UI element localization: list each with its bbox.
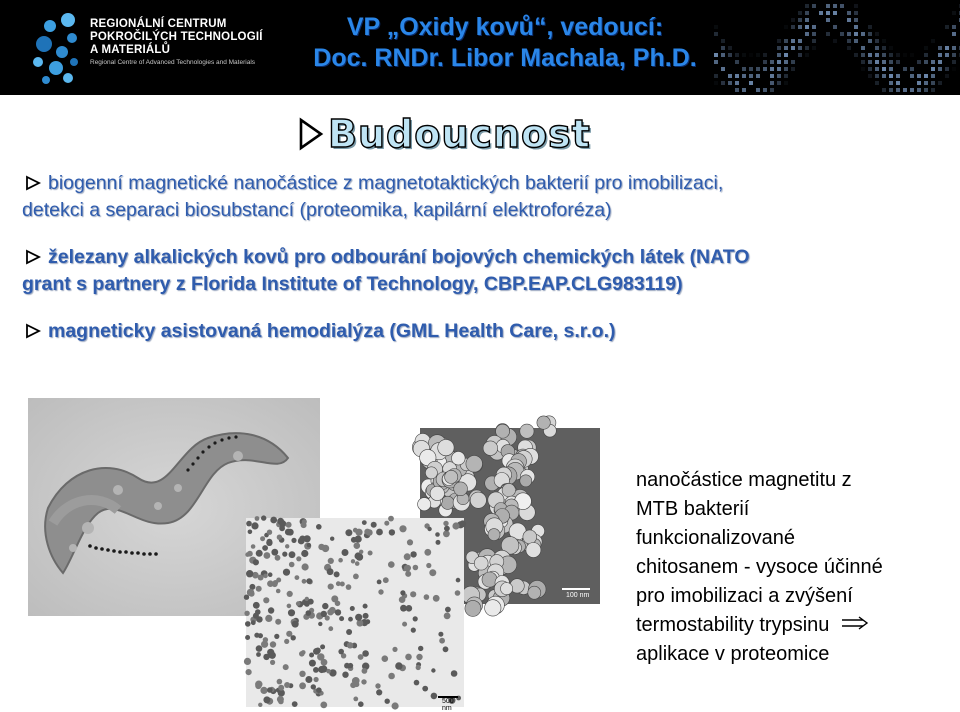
bullet-text-line: železany alkalických kovů pro odbourání bojových chemických látek (NATO bbox=[48, 246, 750, 268]
logo-line-3: A MATERIÁLŮ bbox=[90, 44, 171, 56]
bullet-text-line: grant s partnery z Florida Institute of Technology, CBP.EAP.CLG983119) bbox=[22, 273, 683, 295]
scale-bar bbox=[562, 588, 590, 590]
tem-scale-label: 500 nm bbox=[442, 698, 454, 712]
section-title: Budoucnost bbox=[328, 112, 591, 156]
image-caption bbox=[636, 466, 956, 669]
caption-line: aplikace v proteomice bbox=[636, 643, 830, 665]
header-title bbox=[295, 12, 715, 74]
arrowhead-bullet-icon bbox=[298, 114, 324, 154]
bullet-item bbox=[22, 318, 952, 345]
header-title-line-1: VP „Oxidy kovů“, vedoucí: bbox=[346, 13, 664, 41]
caption-line-text: termostability trypsinu bbox=[636, 614, 830, 636]
sem-scale-label: 100 nm bbox=[566, 592, 590, 599]
caption-line: MTB bakterií bbox=[636, 498, 750, 520]
tem-particles-image bbox=[246, 518, 464, 712]
bullet-text-line: biogenní magnetické nanočástice z magnetotaktických bakterií pro imobilizaci, bbox=[48, 172, 724, 194]
logo-line-1: REGIONÁLNÍ CENTRUM bbox=[90, 18, 227, 30]
section-heading bbox=[298, 110, 591, 158]
logo-text bbox=[90, 18, 263, 66]
caption-line: funkcionalizované bbox=[636, 527, 795, 549]
arrowhead-bullet-icon bbox=[26, 176, 40, 190]
caption-line bbox=[636, 611, 956, 640]
header-title-line-2: Doc. RNDr. Libor Machala, Ph.D. bbox=[313, 44, 697, 72]
logo-subline: Regional Centre of Advanced Technologies and Materials bbox=[90, 59, 256, 66]
caption-line: pro imobilizaci a zvýšení bbox=[636, 585, 853, 607]
arrowhead-bullet-icon bbox=[26, 324, 40, 338]
caption-line: nanočástice magnetitu z bbox=[636, 469, 852, 491]
double-arrow-implies-icon bbox=[841, 616, 869, 630]
header-bar bbox=[0, 0, 960, 95]
header-decoration bbox=[710, 0, 960, 95]
bullet-item bbox=[22, 170, 952, 224]
bullet-text-line: detekci a separaci biosubstancí (proteomika, kapilární elektroforéza) bbox=[22, 199, 612, 221]
logo-line-2: POKROČILÝCH TECHNOLOGIÍ bbox=[90, 31, 263, 43]
logo-dots-icon bbox=[28, 10, 84, 86]
arrowhead-bullet-icon bbox=[26, 250, 40, 264]
bullet-text-line: magneticky asistovaná hemodialýza (GML Health Care, s.r.o.) bbox=[48, 320, 616, 342]
bullet-item bbox=[22, 244, 952, 298]
caption-line: chitosanem - vysoce účinné bbox=[636, 556, 883, 578]
